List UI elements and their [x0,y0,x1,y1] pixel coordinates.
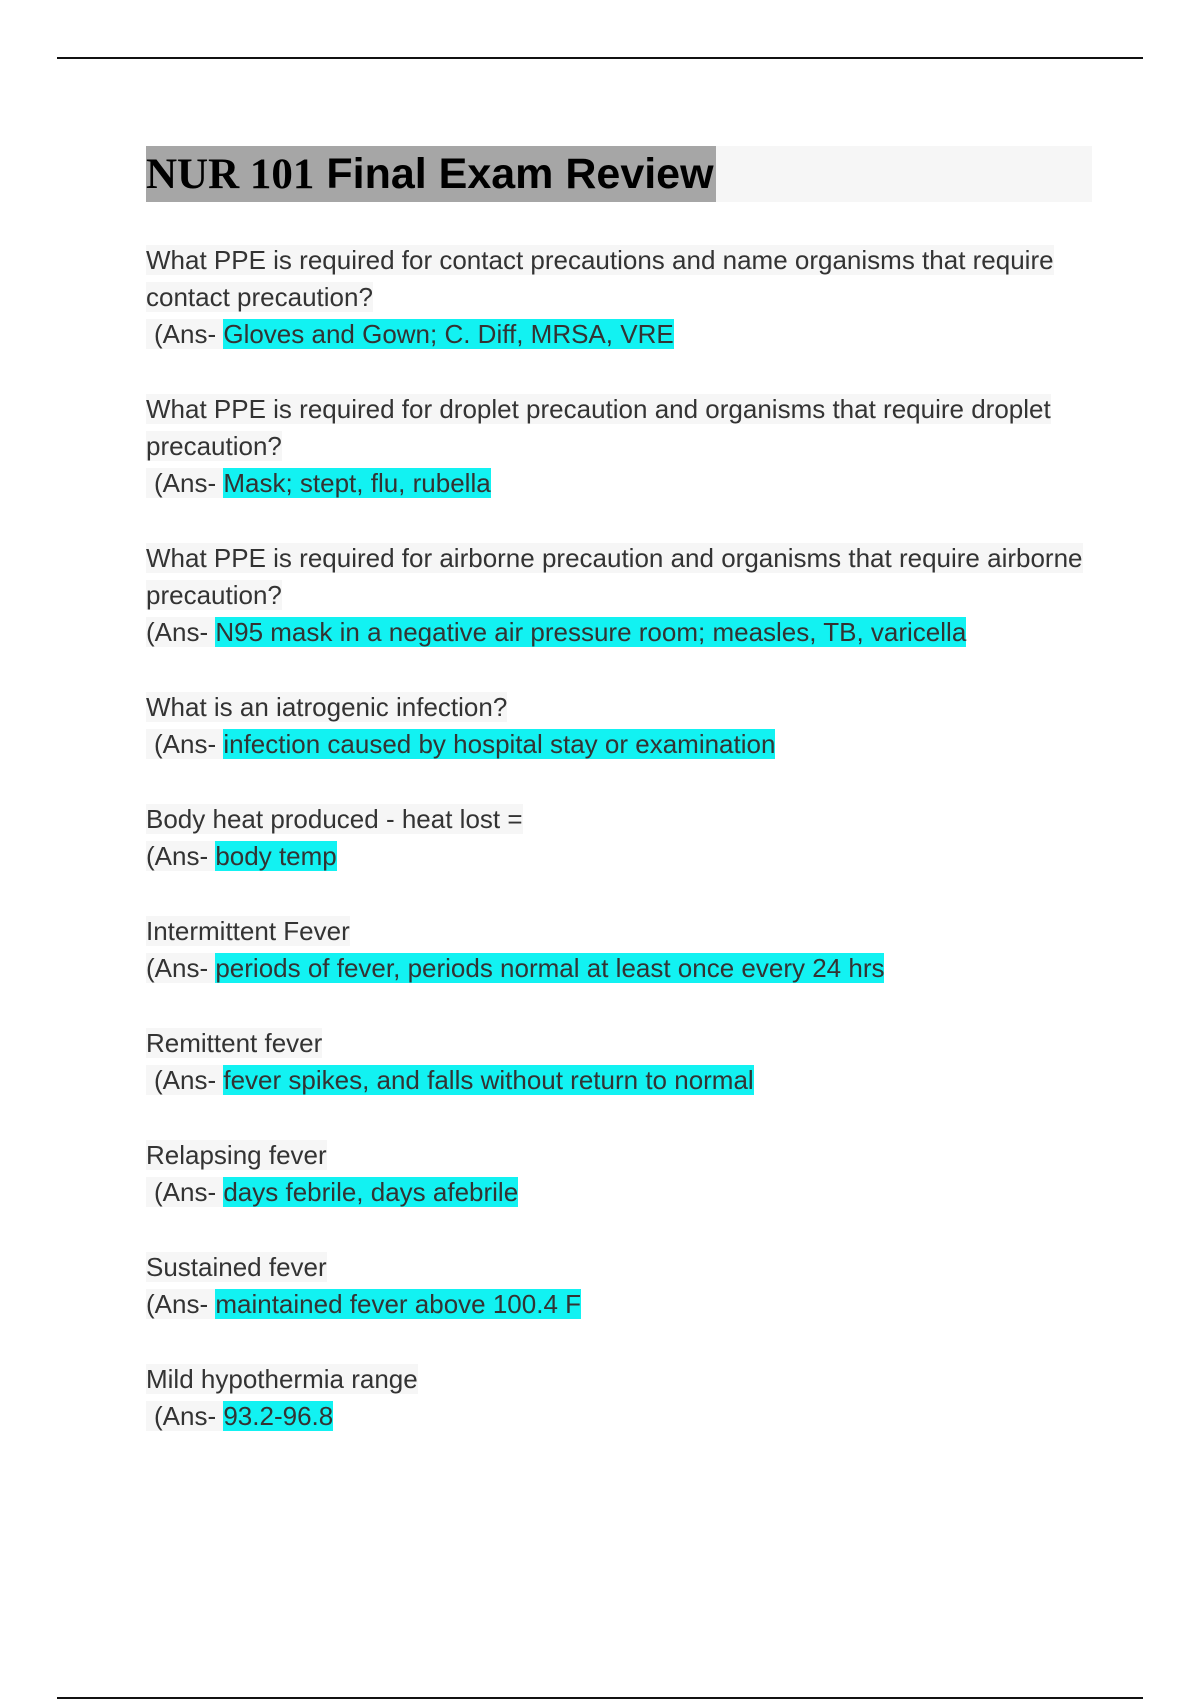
answer-prefix: (Ans- [146,1401,223,1431]
answer-text: infection caused by hospital stay or examination [223,729,776,759]
qa-item [146,1137,1092,1211]
answer-line [146,614,1092,651]
answer-text: periods of fever, periods normal at least once every 24 hrs [215,953,885,983]
qa-item [146,1025,1092,1099]
qa-item [146,242,1092,353]
answer-prefix: (Ans- [146,953,216,983]
title-band [146,146,1092,202]
bottom-divider [57,1697,1143,1699]
answer-text: 93.2-96.8 [223,1401,334,1431]
qa-item [146,540,1092,651]
answer-text: maintained fever above 100.4 F [215,1289,582,1319]
question-text: Sustained fever [146,1252,327,1282]
qa-item [146,391,1092,502]
answer-text: Gloves and Gown; C. Diff, MRSA, VRE [223,319,674,349]
answer-line [146,726,1092,763]
question-text: What PPE is required for contact precautions and name organisms that require contact precaution? [146,245,1054,312]
question-text: Mild hypothermia range [146,1364,418,1394]
question-text: Relapsing fever [146,1140,327,1170]
document-body [146,146,1092,1473]
answer-text: N95 mask in a negative air pressure room; measles, TB, varicella [215,617,967,647]
answer-prefix: (Ans- [146,1177,223,1207]
question-text: Body heat produced - heat lost = [146,804,523,834]
answer-line [146,950,1092,987]
question-text: Remittent fever [146,1028,323,1058]
qa-item [146,689,1092,763]
answer-text: days febrile, days afebrile [223,1177,519,1207]
answer-text: Mask; stept, flu, rubella [223,468,491,498]
top-divider [57,57,1143,59]
question-text: What is an iatrogenic infection? [146,692,508,722]
answer-line [146,1174,1092,1211]
answer-prefix: (Ans- [146,841,216,871]
answer-text: fever spikes, and falls without return to normal [223,1065,754,1095]
qa-item [146,1249,1092,1323]
answer-prefix: (Ans- [146,1289,216,1319]
answer-line [146,838,1092,875]
qa-item [146,1361,1092,1435]
question-text: What PPE is required for droplet precaution and organisms that require droplet precaution? [146,394,1051,461]
answer-text: body temp [215,841,337,871]
question-text: Intermittent Fever [146,916,350,946]
answer-line [146,1062,1092,1099]
answer-prefix: (Ans- [146,468,223,498]
answer-prefix: (Ans- [146,1065,223,1095]
answer-line [146,465,1092,502]
answer-line [146,316,1092,353]
answer-prefix: (Ans- [146,729,223,759]
question-text: What PPE is required for airborne precaution and organisms that require airborne precaution? [146,543,1083,610]
answer-line [146,1286,1092,1323]
qa-item [146,801,1092,875]
qa-item [146,913,1092,987]
answer-line [146,1398,1092,1435]
answer-prefix: (Ans- [146,617,216,647]
course-code: NUR 101 [146,151,315,198]
title-text: Final Exam Review [314,150,714,198]
page-title [146,146,716,202]
answer-prefix: (Ans- [146,319,223,349]
